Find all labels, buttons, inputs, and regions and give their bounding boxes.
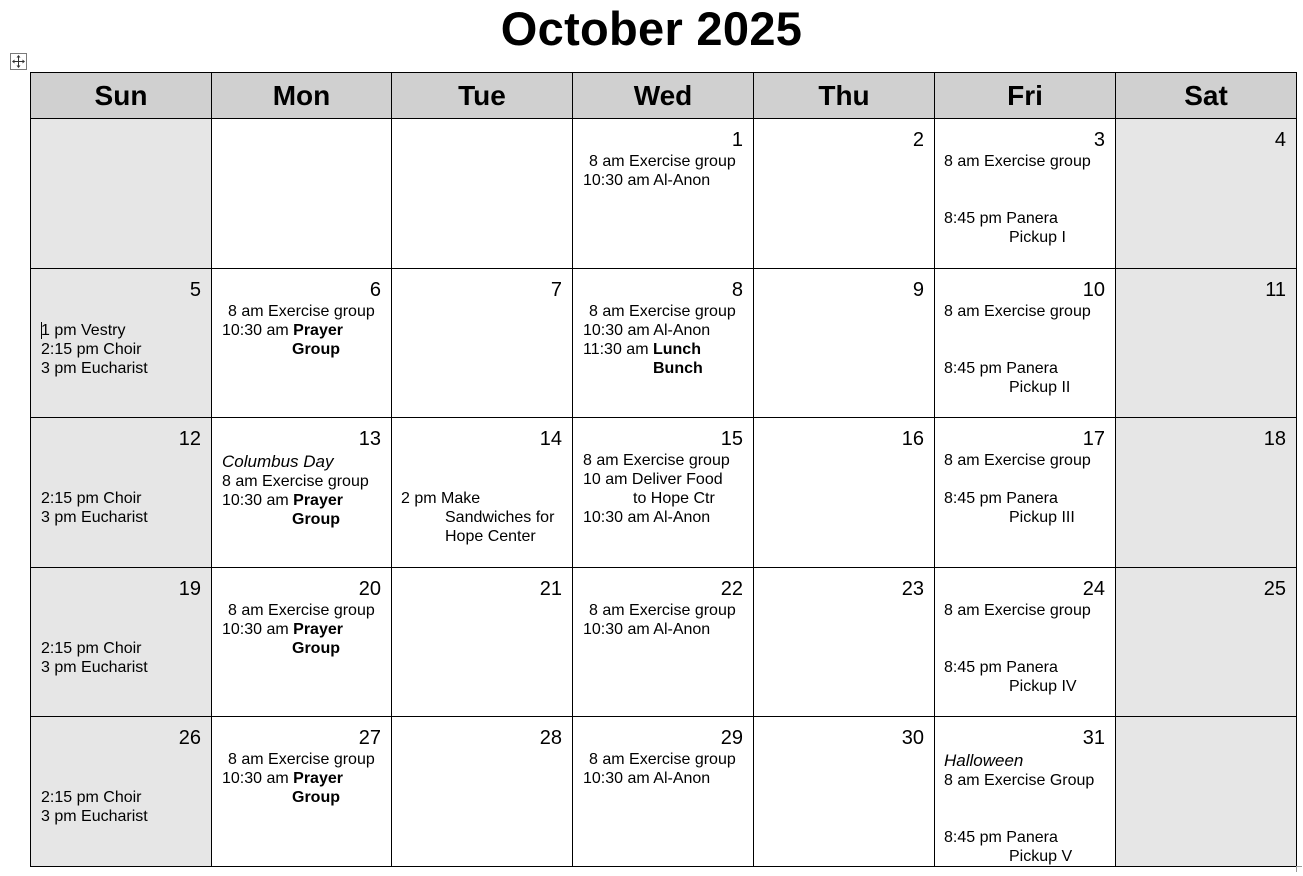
holiday-label: Columbus Day xyxy=(222,452,334,471)
day-number: 16 xyxy=(901,428,924,450)
day-cell[interactable] xyxy=(754,567,935,717)
week-row xyxy=(31,418,1297,568)
event-line: 8 am Exercise group xyxy=(583,452,730,469)
week-row xyxy=(31,717,1297,867)
day-number: 27 xyxy=(358,727,381,749)
day-cell[interactable] xyxy=(1116,119,1297,269)
event-line: 8:45 pm Panera xyxy=(944,829,1058,846)
event-line: 10:30 am Al-Anon xyxy=(583,321,711,339)
event-line: Pickup IV xyxy=(1009,677,1077,695)
event-line: 8 am Exercise Group xyxy=(944,772,1095,789)
day-cell[interactable] xyxy=(1116,567,1297,717)
event-line: Group xyxy=(292,789,340,806)
event-line: 8 am Exercise group xyxy=(228,601,375,619)
day-cell[interactable] xyxy=(754,268,935,418)
day-number: 24 xyxy=(1082,577,1105,600)
day-number: 1 xyxy=(731,129,743,151)
day-number: 11 xyxy=(1265,278,1286,301)
day-number: 8 xyxy=(731,278,743,301)
day-number: 14 xyxy=(539,428,562,450)
event-line: 10:30 am Al-Anon xyxy=(583,620,711,638)
event-line: Hope Center xyxy=(445,528,536,545)
day-cell[interactable] xyxy=(573,119,754,269)
weekday-mon: Mon xyxy=(212,73,392,119)
weekday-tue: Tue xyxy=(392,73,573,119)
event-line: 10:30 am Prayer xyxy=(222,492,343,509)
event-line: 3 pm Eucharist xyxy=(41,359,148,377)
day-cell[interactable] xyxy=(392,418,573,568)
weekday-sun: Sun xyxy=(31,73,212,119)
day-cell[interactable] xyxy=(392,717,573,867)
event-line: 8 am Exercise group xyxy=(589,153,736,170)
day-number: 3 xyxy=(1093,129,1105,151)
event-line: 8 am Exercise group xyxy=(589,601,736,619)
day-cell[interactable] xyxy=(392,268,573,418)
day-cell[interactable] xyxy=(935,119,1116,269)
day-number: 21 xyxy=(539,577,562,600)
event-line: 2:15 pm Choir xyxy=(41,789,142,806)
day-cell[interactable] xyxy=(31,717,212,867)
event-line: 8:45 pm Panera xyxy=(944,210,1058,227)
event-line: Pickup V xyxy=(1009,848,1073,865)
page-title: October 2025 xyxy=(500,2,803,55)
day-cell[interactable] xyxy=(212,717,392,867)
day-cell[interactable] xyxy=(935,268,1116,418)
day-cell[interactable] xyxy=(31,567,212,717)
table-move-handle-icon[interactable] xyxy=(10,53,27,70)
day-number: 26 xyxy=(178,727,201,749)
weekday-wed: Wed xyxy=(573,73,754,119)
day-cell[interactable] xyxy=(573,717,754,867)
day-number: 19 xyxy=(178,577,201,600)
event-line: Group xyxy=(292,340,340,358)
event-line: 8 am Exercise group xyxy=(944,302,1091,320)
day-number: 29 xyxy=(720,727,743,749)
day-number: 22 xyxy=(720,577,743,600)
day-number: 31 xyxy=(1082,727,1105,749)
event-line: 8 am Exercise group xyxy=(944,452,1091,469)
table-resize-handle[interactable] xyxy=(1296,866,1302,872)
event-line: 10:30 am Prayer xyxy=(222,770,343,787)
day-number: 15 xyxy=(720,428,743,450)
day-number: 18 xyxy=(1263,428,1286,450)
day-cell[interactable] xyxy=(392,567,573,717)
day-cell-empty[interactable] xyxy=(1116,717,1297,867)
day-number: 25 xyxy=(1263,577,1286,600)
day-cell-empty[interactable] xyxy=(392,119,573,269)
day-cell[interactable] xyxy=(935,418,1116,568)
day-cell[interactable] xyxy=(212,268,392,418)
day-number: 7 xyxy=(550,278,562,301)
day-cell-empty[interactable] xyxy=(212,119,392,269)
day-number: 17 xyxy=(1082,428,1105,450)
holiday-label: Halloween xyxy=(944,751,1024,770)
event-line: 8 am Exercise group xyxy=(589,302,736,320)
day-number: 9 xyxy=(912,278,924,301)
event-line: 1 pm Vestry xyxy=(41,321,126,339)
week-row xyxy=(31,268,1297,418)
weekday-thu: Thu xyxy=(754,73,935,119)
event-line: 10:30 am Al-Anon xyxy=(583,509,711,526)
day-cell[interactable] xyxy=(573,418,754,568)
event-line: 11:30 am Lunch xyxy=(583,340,701,358)
event-line: 3 pm Eucharist xyxy=(41,658,148,676)
weekday-sat: Sat xyxy=(1116,73,1297,119)
day-cell[interactable] xyxy=(573,268,754,418)
day-number: 12 xyxy=(178,428,201,450)
event-line: 8 am Exercise group xyxy=(222,473,369,490)
day-number: 28 xyxy=(539,727,562,749)
event-line: to Hope Ctr xyxy=(633,490,715,507)
event-line: 8 am Exercise group xyxy=(228,751,375,768)
day-number: 10 xyxy=(1082,278,1105,301)
event-line: 8:45 pm Panera xyxy=(944,359,1058,377)
event-line: 2 pm Make xyxy=(401,490,481,507)
event-line: Bunch xyxy=(653,359,703,377)
event-line: 2:15 pm Choir xyxy=(41,490,142,507)
day-cell-empty[interactable] xyxy=(31,119,212,269)
event-line: Sandwiches for xyxy=(445,509,555,526)
day-cell[interactable] xyxy=(212,418,392,568)
event-line: 10:30 am Al-Anon xyxy=(583,770,711,787)
event-line: Pickup III xyxy=(1009,509,1075,526)
day-number: 6 xyxy=(369,278,381,301)
event-line: 8:45 pm Panera xyxy=(944,490,1058,507)
event-line: 3 pm Eucharist xyxy=(41,808,148,825)
event-line: Group xyxy=(292,511,340,528)
day-cell[interactable] xyxy=(935,717,1116,867)
event-line: Group xyxy=(292,639,340,657)
day-cell[interactable] xyxy=(1116,418,1297,568)
day-cell[interactable] xyxy=(754,717,935,867)
day-cell[interactable] xyxy=(31,268,212,418)
event-line: 8 am Exercise group xyxy=(944,601,1091,619)
week-row xyxy=(31,119,1297,269)
event-line: 2:15 pm Choir xyxy=(41,639,142,657)
week-row xyxy=(31,567,1297,717)
event-line: 8 am Exercise group xyxy=(944,153,1091,170)
calendar-grid xyxy=(30,72,1297,867)
event-line: Pickup I xyxy=(1009,229,1066,246)
day-number: 30 xyxy=(901,727,924,749)
day-cell[interactable] xyxy=(754,418,935,568)
day-cell[interactable] xyxy=(573,567,754,717)
weekday-header-row xyxy=(31,73,1297,119)
day-number: 20 xyxy=(358,577,381,600)
event-line: Pickup II xyxy=(1009,378,1071,396)
event-line: 8 am Exercise group xyxy=(589,751,736,768)
day-number: 2 xyxy=(912,129,924,151)
day-cell[interactable] xyxy=(31,418,212,568)
weekday-fri: Fri xyxy=(935,73,1116,119)
day-cell[interactable] xyxy=(754,119,935,269)
event-line: 3 pm Eucharist xyxy=(41,509,148,526)
day-number: 13 xyxy=(358,428,381,450)
day-number: 23 xyxy=(901,577,924,600)
event-line: 10 am Deliver Food xyxy=(583,471,723,488)
event-line: 8 am Exercise group xyxy=(228,302,375,320)
event-line: 10:30 am Prayer xyxy=(222,321,343,339)
event-line: 10:30 am Prayer xyxy=(222,620,343,638)
day-cell[interactable] xyxy=(212,567,392,717)
event-line: 10:30 am Al-Anon xyxy=(583,172,711,189)
event-line: 8:45 pm Panera xyxy=(944,658,1058,676)
day-cell[interactable] xyxy=(935,567,1116,717)
day-number: 5 xyxy=(189,278,201,301)
day-cell[interactable] xyxy=(1116,268,1297,418)
day-number: 4 xyxy=(1274,129,1286,151)
event-line: 2:15 pm Choir xyxy=(41,340,142,358)
